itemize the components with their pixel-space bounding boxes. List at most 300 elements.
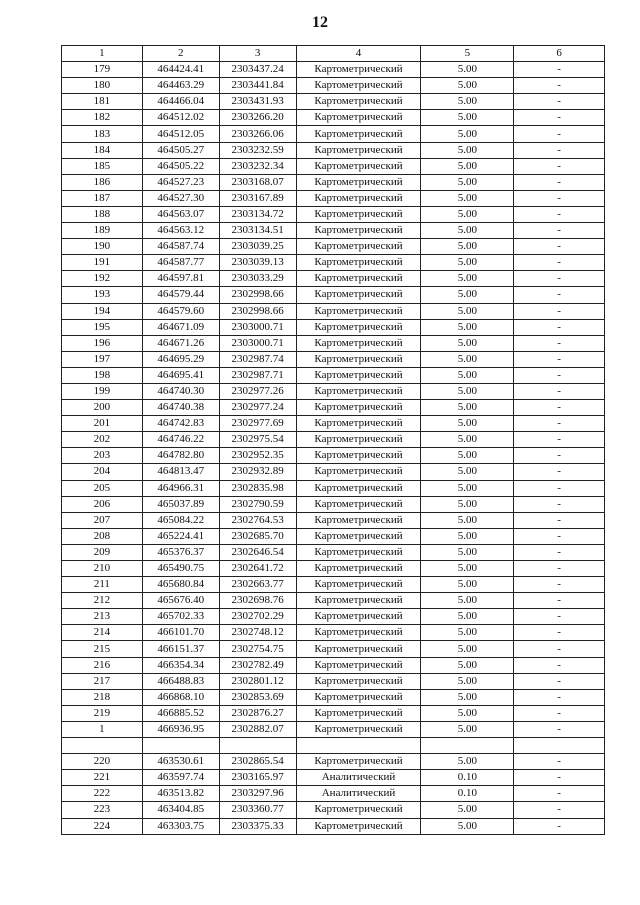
table-row [62,190,605,206]
table-cell: 464512.02 [142,110,219,126]
table-cell: - [514,754,605,770]
table-cell: 2302748.12 [219,625,296,641]
table-cell: 2302977.24 [219,400,296,416]
table-cell: - [514,496,605,512]
table-cell: 184 [62,142,143,158]
table-cell: - [514,432,605,448]
table-cell: 220 [62,754,143,770]
table-row [62,738,605,754]
table-cell: 180 [62,78,143,94]
table-cell: 185 [62,158,143,174]
table-row [62,367,605,383]
page-number: 12 [312,14,328,31]
table-cell [421,738,514,754]
column-header: 6 [514,46,605,62]
table-cell: - [514,673,605,689]
table-cell: - [514,94,605,110]
table-cell: 466354.34 [142,657,219,673]
table-cell: 5.00 [421,271,514,287]
table-cell: 2303167.89 [219,190,296,206]
table-cell: - [514,657,605,673]
table-cell: - [514,319,605,335]
table-cell: - [514,770,605,786]
table-cell: 464505.27 [142,142,219,158]
table-cell: 5.00 [421,544,514,560]
table-cell: 5.00 [421,577,514,593]
table-cell: 5.00 [421,496,514,512]
table-cell: - [514,609,605,625]
table-cell: 5.00 [421,174,514,190]
table-cell: 2303134.72 [219,206,296,222]
table-cell: 464597.81 [142,271,219,287]
table-cell: 5.00 [421,673,514,689]
table-cell: 464579.60 [142,303,219,319]
table-cell: 2302975.54 [219,432,296,448]
table-cell: - [514,174,605,190]
table-row [62,786,605,802]
table-cell: 2303165.97 [219,770,296,786]
table-cell: 466488.83 [142,673,219,689]
table-row [62,625,605,641]
table-cell: 199 [62,383,143,399]
table-cell: 5.00 [421,126,514,142]
table-cell: 466151.37 [142,641,219,657]
table-cell: - [514,351,605,367]
table-cell: 2302977.69 [219,416,296,432]
table-row [62,255,605,271]
table-cell: 189 [62,223,143,239]
table-cell: 464671.26 [142,335,219,351]
table-cell: Картометрический [296,721,421,737]
table-cell: - [514,528,605,544]
table-cell: 2302698.76 [219,593,296,609]
table-cell: Картометрический [296,432,421,448]
table-row [62,528,605,544]
table-cell: 2303297.96 [219,786,296,802]
table-cell: Картометрический [296,448,421,464]
table-cell: 218 [62,689,143,705]
table-cell: 5.00 [421,206,514,222]
table-cell: 5.00 [421,528,514,544]
table-cell: - [514,142,605,158]
table-cell: - [514,126,605,142]
table-cell: 2302641.72 [219,561,296,577]
table-cell: 197 [62,351,143,367]
table-cell: Картометрический [296,255,421,271]
table-row [62,62,605,78]
table-cell: 465037.89 [142,496,219,512]
column-header: 2 [142,46,219,62]
table-row [62,110,605,126]
table-cell: 465676.40 [142,593,219,609]
table-cell: Картометрический [296,78,421,94]
table-cell: 223 [62,802,143,818]
table-cell: 200 [62,400,143,416]
table-cell: Картометрический [296,367,421,383]
table-cell: 188 [62,206,143,222]
table-cell: 217 [62,673,143,689]
table-cell: 464742.83 [142,416,219,432]
table-cell: 2303266.20 [219,110,296,126]
table-cell: 202 [62,432,143,448]
table-cell: - [514,802,605,818]
table-cell: - [514,287,605,303]
table-cell: Картометрический [296,593,421,609]
table-row [62,561,605,577]
table-cell: 2302987.71 [219,367,296,383]
table-cell: 187 [62,190,143,206]
table-cell: - [514,625,605,641]
table-row [62,319,605,335]
table-cell: - [514,78,605,94]
table-cell: 5.00 [421,351,514,367]
table-row [62,544,605,560]
table-cell: 5.00 [421,432,514,448]
table-cell: 464463.29 [142,78,219,94]
table-cell: 2302882.07 [219,721,296,737]
table-cell: 463303.75 [142,818,219,834]
table-cell: Картометрический [296,383,421,399]
table-cell: Картометрический [296,754,421,770]
table-cell: 190 [62,239,143,255]
table-row [62,705,605,721]
table-cell: - [514,239,605,255]
table-cell: 2303033.29 [219,271,296,287]
table-row [62,126,605,142]
table-cell: - [514,367,605,383]
table-cell: Картометрический [296,528,421,544]
table-cell: - [514,271,605,287]
table-cell: 183 [62,126,143,142]
table-cell: Картометрический [296,705,421,721]
table-cell: 198 [62,367,143,383]
table-cell: Картометрический [296,673,421,689]
table-cell: 216 [62,657,143,673]
table-cell: 5.00 [421,625,514,641]
table-cell: - [514,110,605,126]
table-cell: - [514,400,605,416]
table-cell: 2302987.74 [219,351,296,367]
table-cell: 464695.29 [142,351,219,367]
table-cell: Картометрический [296,802,421,818]
table-row [62,351,605,367]
table-cell: Картометрический [296,400,421,416]
table-cell: - [514,593,605,609]
table-cell: Картометрический [296,62,421,78]
table-cell: 2303232.59 [219,142,296,158]
table-cell: 179 [62,62,143,78]
table-cell: 2302865.54 [219,754,296,770]
table-cell: 5.00 [421,110,514,126]
table-cell: 464813.47 [142,464,219,480]
table-cell: - [514,206,605,222]
table-cell: 186 [62,174,143,190]
table-cell: 2303431.93 [219,94,296,110]
table-cell: 465376.37 [142,544,219,560]
table-cell: 2303441.84 [219,78,296,94]
table-cell: 5.00 [421,561,514,577]
table-header-row [62,46,605,62]
column-header: 3 [219,46,296,62]
table-row [62,754,605,770]
table-cell: 465224.41 [142,528,219,544]
table-cell: 2303437.24 [219,62,296,78]
table-cell: 465680.84 [142,577,219,593]
table-cell: Картометрический [296,287,421,303]
table-row [62,802,605,818]
table-cell: 5.00 [421,255,514,271]
table-cell: 222 [62,786,143,802]
table-row [62,689,605,705]
table-cell: 5.00 [421,689,514,705]
table-cell: Картометрический [296,416,421,432]
table-cell [296,738,421,754]
table-cell: 215 [62,641,143,657]
table-cell: 5.00 [421,512,514,528]
table-row [62,416,605,432]
table-cell: 2302853.69 [219,689,296,705]
table-cell: 464695.41 [142,367,219,383]
table-cell: 464587.74 [142,239,219,255]
table-cell: 5.00 [421,657,514,673]
table-cell: 181 [62,94,143,110]
table-cell: Картометрический [296,142,421,158]
table-cell: 463513.82 [142,786,219,802]
table-cell: Картометрический [296,657,421,673]
table-cell: 5.00 [421,818,514,834]
table-row [62,335,605,351]
table-cell: 205 [62,480,143,496]
table-cell: 182 [62,110,143,126]
table-row [62,206,605,222]
table-cell: - [514,190,605,206]
table-cell: 2302764.53 [219,512,296,528]
table-cell: 466868.10 [142,689,219,705]
table-cell: 464740.30 [142,383,219,399]
table-cell: 5.00 [421,223,514,239]
table-cell: 463530.61 [142,754,219,770]
table-row [62,158,605,174]
table-cell: 5.00 [421,367,514,383]
table-cell: 2302932.89 [219,464,296,480]
table-cell: 2302646.54 [219,544,296,560]
table-cell: - [514,689,605,705]
table-cell: 196 [62,335,143,351]
table-cell: Картометрический [296,239,421,255]
table-cell: Картометрический [296,544,421,560]
table-cell: 0.10 [421,786,514,802]
table-cell: 5.00 [421,78,514,94]
table-cell: 464782.80 [142,448,219,464]
column-header: 5 [421,46,514,62]
table-cell: 2302663.77 [219,577,296,593]
table-cell: 464966.31 [142,480,219,496]
table-cell: 463404.85 [142,802,219,818]
table-cell: 224 [62,818,143,834]
table-cell: Аналитический [296,770,421,786]
table-row [62,78,605,94]
table-row [62,94,605,110]
table-row [62,721,605,737]
table-cell: 5.00 [421,335,514,351]
table-cell: 464740.38 [142,400,219,416]
table-row [62,577,605,593]
table-cell: - [514,464,605,480]
table-cell: Картометрический [296,190,421,206]
table-cell: - [514,448,605,464]
table-cell: - [514,512,605,528]
table-row [62,142,605,158]
coordinates-table [61,45,605,835]
table-row [62,432,605,448]
table-cell: 463597.74 [142,770,219,786]
table-cell: - [514,561,605,577]
table-cell: - [514,223,605,239]
table-cell: - [514,383,605,399]
table-cell: 5.00 [421,448,514,464]
table-row [62,448,605,464]
table-cell: 464579.44 [142,287,219,303]
table-cell: 209 [62,544,143,560]
table-cell: 2302790.59 [219,496,296,512]
table-row [62,239,605,255]
table-cell: 466101.70 [142,625,219,641]
table-row [62,657,605,673]
table-cell: 464563.12 [142,223,219,239]
table-cell: 464671.09 [142,319,219,335]
table-cell: 2303134.51 [219,223,296,239]
table-cell: Картометрический [296,625,421,641]
table-cell: Картометрический [296,512,421,528]
table-row [62,287,605,303]
table-cell: Картометрический [296,609,421,625]
table-cell: 2302998.66 [219,303,296,319]
table-cell: Картометрический [296,561,421,577]
table-cell: - [514,480,605,496]
table-cell: 2303039.25 [219,239,296,255]
table-body [62,62,605,835]
table-cell: 5.00 [421,190,514,206]
table-cell: 214 [62,625,143,641]
table-row [62,271,605,287]
table-cell: 2302801.12 [219,673,296,689]
table-cell: 5.00 [421,593,514,609]
table-cell: Картометрический [296,496,421,512]
table-cell: 464466.04 [142,94,219,110]
table-cell: Картометрический [296,818,421,834]
table-row [62,609,605,625]
table-cell: 2302876.27 [219,705,296,721]
table-cell: 2302998.66 [219,287,296,303]
table-cell: 5.00 [421,287,514,303]
table-cell: 464527.23 [142,174,219,190]
table-cell: 212 [62,593,143,609]
table-row [62,174,605,190]
table-cell: 5.00 [421,721,514,737]
table-cell: 192 [62,271,143,287]
table-cell: 2303375.33 [219,818,296,834]
table-cell: - [514,721,605,737]
table-cell: - [514,255,605,271]
table-row [62,464,605,480]
table-cell: 210 [62,561,143,577]
table-row [62,303,605,319]
table-row [62,673,605,689]
table-cell: Картометрический [296,480,421,496]
table-cell: Картометрический [296,641,421,657]
table-cell: 464587.77 [142,255,219,271]
table-cell: 464527.30 [142,190,219,206]
table-cell: - [514,641,605,657]
table-cell: 2303266.06 [219,126,296,142]
table-cell: Картометрический [296,158,421,174]
table-cell: - [514,158,605,174]
table-cell: 5.00 [421,464,514,480]
table-cell: Картометрический [296,335,421,351]
table-cell: 464746.22 [142,432,219,448]
table-cell: 464512.05 [142,126,219,142]
table-cell [62,738,143,754]
table-cell: Картометрический [296,319,421,335]
table-cell: Картометрический [296,223,421,239]
table-cell: 5.00 [421,94,514,110]
table-cell: - [514,416,605,432]
table-cell: Картометрический [296,351,421,367]
table-cell: 5.00 [421,641,514,657]
table-cell: 1 [62,721,143,737]
table-cell: 466885.52 [142,705,219,721]
table-cell: Картометрический [296,126,421,142]
table-cell: 5.00 [421,754,514,770]
table-cell [142,738,219,754]
table-cell: 5.00 [421,319,514,335]
table-cell: 203 [62,448,143,464]
table-cell: - [514,335,605,351]
table-cell: Картометрический [296,577,421,593]
table-cell: 2303000.71 [219,319,296,335]
table-cell: 2302754.75 [219,641,296,657]
table-cell: Картометрический [296,94,421,110]
table-row [62,383,605,399]
table-cell: 207 [62,512,143,528]
table-cell: Картометрический [296,206,421,222]
column-header: 4 [296,46,421,62]
table-cell: Картометрический [296,110,421,126]
table-cell: 2302702.29 [219,609,296,625]
table-cell: Картометрический [296,689,421,705]
table-cell: Картометрический [296,174,421,190]
table-row [62,512,605,528]
table-cell [219,738,296,754]
table-cell: 466936.95 [142,721,219,737]
table-cell: 5.00 [421,802,514,818]
table-cell: Аналитический [296,786,421,802]
table-cell: Картометрический [296,464,421,480]
table-cell: 0.10 [421,770,514,786]
table-cell: 5.00 [421,158,514,174]
column-header: 1 [62,46,143,62]
table-row [62,818,605,834]
table-cell: 204 [62,464,143,480]
table-cell: 2303039.13 [219,255,296,271]
table-cell: Картометрический [296,303,421,319]
table-cell: - [514,544,605,560]
table-cell: 5.00 [421,705,514,721]
table-cell: 211 [62,577,143,593]
table-cell: 464505.22 [142,158,219,174]
table-cell: 2302835.98 [219,480,296,496]
table-cell: 195 [62,319,143,335]
